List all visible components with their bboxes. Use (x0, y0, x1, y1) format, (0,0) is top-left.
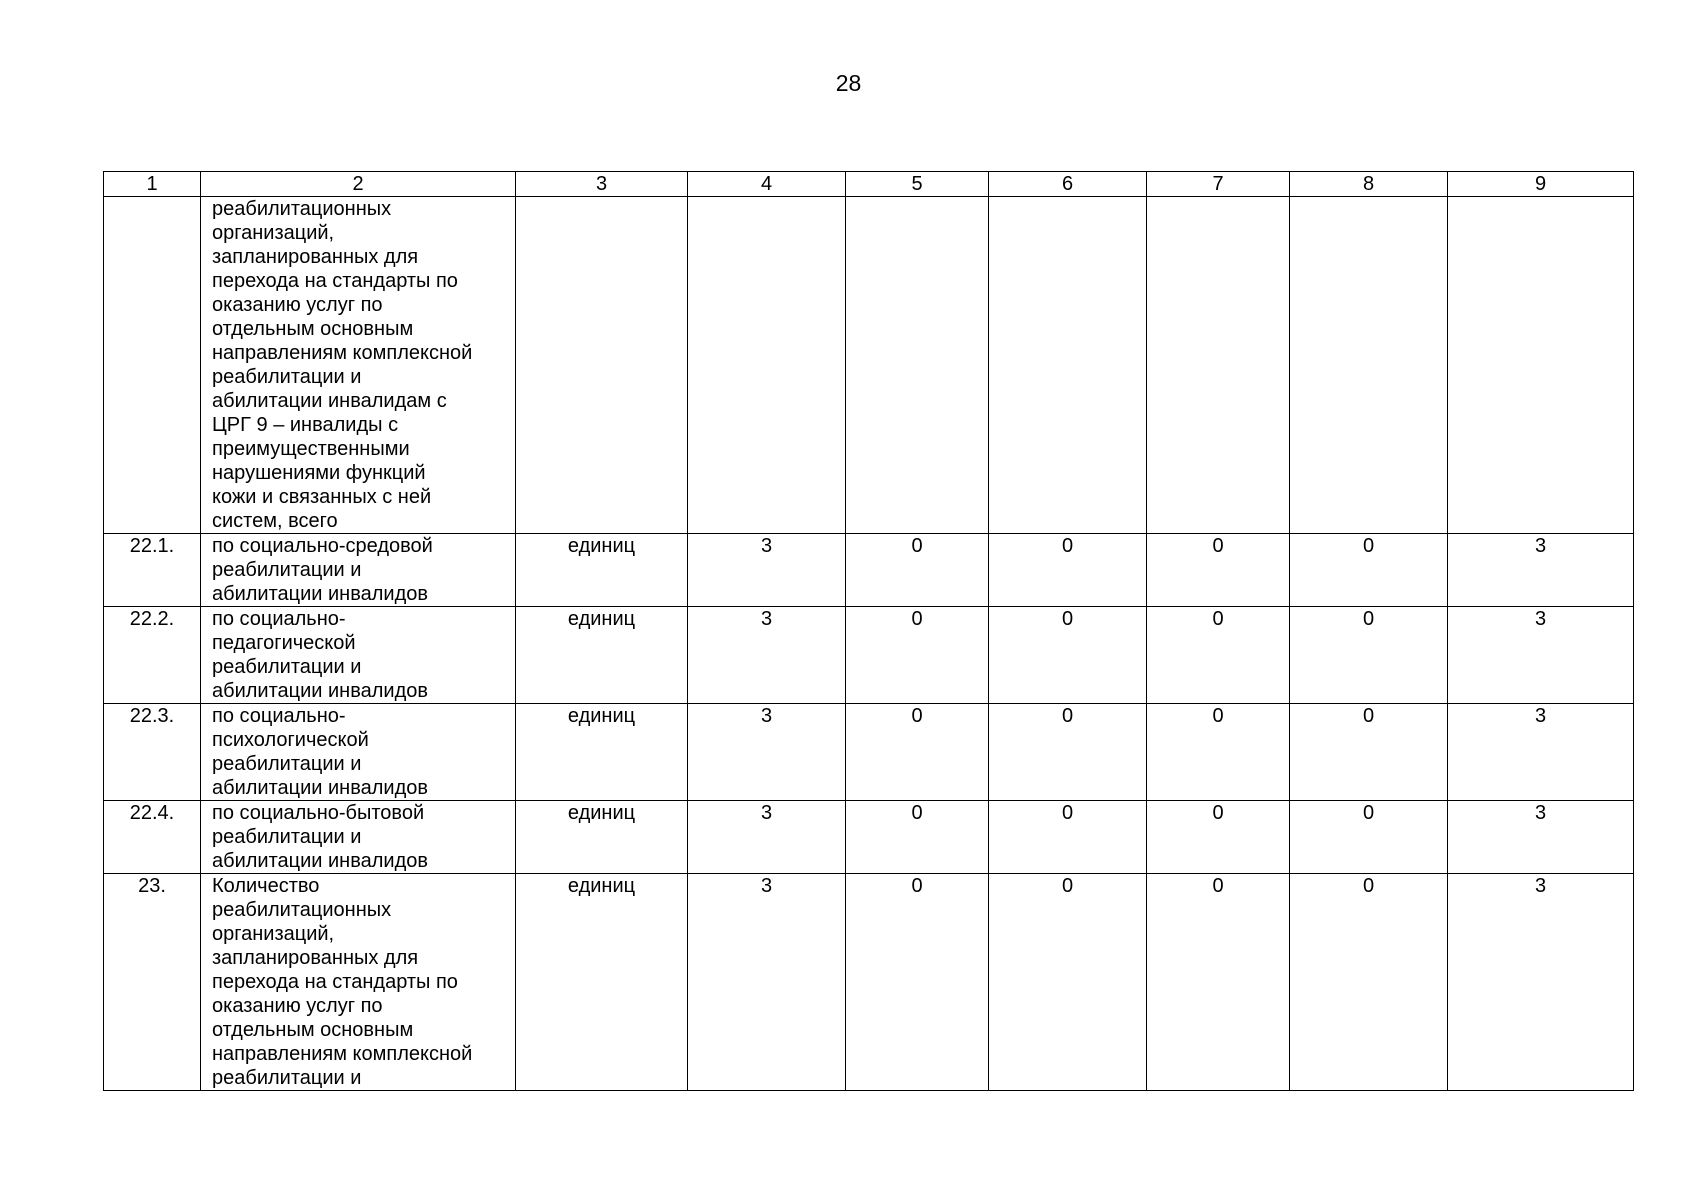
indicator-name-line: абилитации инвалидов (212, 583, 429, 605)
value-cell-c7: 0 (1147, 874, 1290, 1091)
unit-cell: единиц (516, 874, 688, 1091)
value-cell-c8: 0 (1290, 704, 1448, 801)
value-cell-c5: 0 (846, 801, 989, 874)
indicator-name-cell (201, 801, 516, 874)
indicator-name-line: реабилитации и (212, 559, 362, 581)
table-row (104, 197, 1634, 534)
indicator-name-line: преимущественными (212, 438, 410, 460)
indicator-name-line: направлениям комплексной (212, 342, 473, 364)
value-cell-c4: 3 (688, 704, 846, 801)
indicator-name-cell (201, 874, 516, 1091)
value-cell-c8: 0 (1290, 534, 1448, 607)
value-cell-c7: 0 (1147, 801, 1290, 874)
header-cell: 6 (989, 172, 1147, 197)
indicator-name-line: нарушениями функций (212, 462, 426, 484)
indicator-name-line: реабилитации и (212, 1067, 362, 1089)
indicator-name-line: реабилитации и (212, 656, 362, 678)
data-table (103, 171, 1634, 1091)
table-row (104, 607, 1634, 704)
indicator-name-cell (201, 197, 516, 534)
value-cell-c6: 0 (989, 704, 1147, 801)
row-number-cell: 22.2. (104, 607, 201, 704)
value-cell-c8 (1290, 197, 1448, 534)
indicator-name-line: по социально-бытовой (212, 802, 425, 824)
indicator-name-line: организаций, (212, 222, 335, 244)
indicator-name-line: абилитации инвалидов (212, 777, 429, 799)
page-number: 28 (835, 70, 862, 96)
value-cell-c9 (1448, 197, 1634, 534)
indicator-name-line: абилитации инвалидов (212, 850, 429, 872)
indicator-name-line: абилитации инвалидов (212, 680, 429, 702)
indicator-name-line: педагогической (212, 632, 356, 654)
value-cell-c9: 3 (1448, 874, 1634, 1091)
indicator-name-line: реабилитации и (212, 826, 362, 848)
value-cell-c6: 0 (989, 801, 1147, 874)
indicator-name-line: кожи и связанных с ней (212, 486, 432, 508)
unit-cell (516, 197, 688, 534)
value-cell-c7: 0 (1147, 534, 1290, 607)
header-cell: 2 (201, 172, 516, 197)
indicator-name-line: реабилитации и (212, 366, 362, 388)
value-cell-c5: 0 (846, 607, 989, 704)
indicator-name-line: оказанию услуг по (212, 294, 383, 316)
value-cell-c5: 0 (846, 704, 989, 801)
value-cell-c9: 3 (1448, 607, 1634, 704)
row-number-cell: 22.1. (104, 534, 201, 607)
indicator-name-cell (201, 534, 516, 607)
indicator-name-line: реабилитации и (212, 753, 362, 775)
indicator-name-cell (201, 607, 516, 704)
table-body (104, 172, 1634, 1091)
value-cell-c4: 3 (688, 801, 846, 874)
indicator-name-line: запланированных для (212, 947, 419, 969)
indicator-name-cell (201, 704, 516, 801)
value-cell-c5: 0 (846, 534, 989, 607)
row-number-cell: 22.3. (104, 704, 201, 801)
row-number-cell: 23. (104, 874, 201, 1091)
value-cell-c5: 0 (846, 874, 989, 1091)
table-row (104, 874, 1634, 1091)
value-cell-c4: 3 (688, 874, 846, 1091)
value-cell-c6 (989, 197, 1147, 534)
indicator-name-line: направлениям комплексной (212, 1043, 473, 1065)
table-row (104, 704, 1634, 801)
value-cell-c8: 0 (1290, 801, 1448, 874)
indicator-name-line: ЦРГ 9 – инвалиды с (212, 414, 399, 436)
value-cell-c6: 0 (989, 534, 1147, 607)
indicator-name-line: отдельным основным (212, 1019, 414, 1041)
table-row (104, 801, 1634, 874)
header-cell: 3 (516, 172, 688, 197)
value-cell-c9: 3 (1448, 704, 1634, 801)
indicator-name-line: организаций, (212, 923, 335, 945)
value-cell-c7 (1147, 197, 1290, 534)
table-row (104, 534, 1634, 607)
header-cell: 1 (104, 172, 201, 197)
indicator-name-line: отдельным основным (212, 318, 414, 340)
header-cell: 5 (846, 172, 989, 197)
indicator-name-line: запланированных для (212, 246, 419, 268)
value-cell-c9: 3 (1448, 801, 1634, 874)
header-cell: 4 (688, 172, 846, 197)
indicator-name-line: оказанию услуг по (212, 995, 383, 1017)
value-cell-c4: 3 (688, 534, 846, 607)
value-cell-c8: 0 (1290, 607, 1448, 704)
indicator-name-line: по социально- (212, 705, 346, 727)
unit-cell: единиц (516, 801, 688, 874)
value-cell-c4 (688, 197, 846, 534)
value-cell-c6: 0 (989, 874, 1147, 1091)
value-cell-c5 (846, 197, 989, 534)
value-cell-c9: 3 (1448, 534, 1634, 607)
value-cell-c4: 3 (688, 607, 846, 704)
value-cell-c8: 0 (1290, 874, 1448, 1091)
table-header-row (104, 172, 1634, 197)
row-number-cell: 22.4. (104, 801, 201, 874)
header-cell: 9 (1448, 172, 1634, 197)
value-cell-c7: 0 (1147, 704, 1290, 801)
indicator-name-line: перехода на стандарты по (212, 270, 458, 292)
unit-cell: единиц (516, 607, 688, 704)
indicator-name-line: реабилитационных (212, 899, 392, 921)
row-number-cell (104, 197, 201, 534)
indicator-name-line: по социально-средовой (212, 535, 433, 557)
indicator-name-line: Количество (212, 875, 320, 897)
unit-cell: единиц (516, 704, 688, 801)
value-cell-c6: 0 (989, 607, 1147, 704)
header-cell: 8 (1290, 172, 1448, 197)
indicator-name-line: абилитации инвалидам с (212, 390, 447, 412)
value-cell-c7: 0 (1147, 607, 1290, 704)
indicator-name-line: перехода на стандарты по (212, 971, 458, 993)
header-cell: 7 (1147, 172, 1290, 197)
indicator-name-line: реабилитационных (212, 198, 392, 220)
indicator-name-line: психологической (212, 729, 369, 751)
indicator-name-line: по социально- (212, 608, 346, 630)
unit-cell: единиц (516, 534, 688, 607)
indicator-name-line: систем, всего (212, 510, 338, 532)
